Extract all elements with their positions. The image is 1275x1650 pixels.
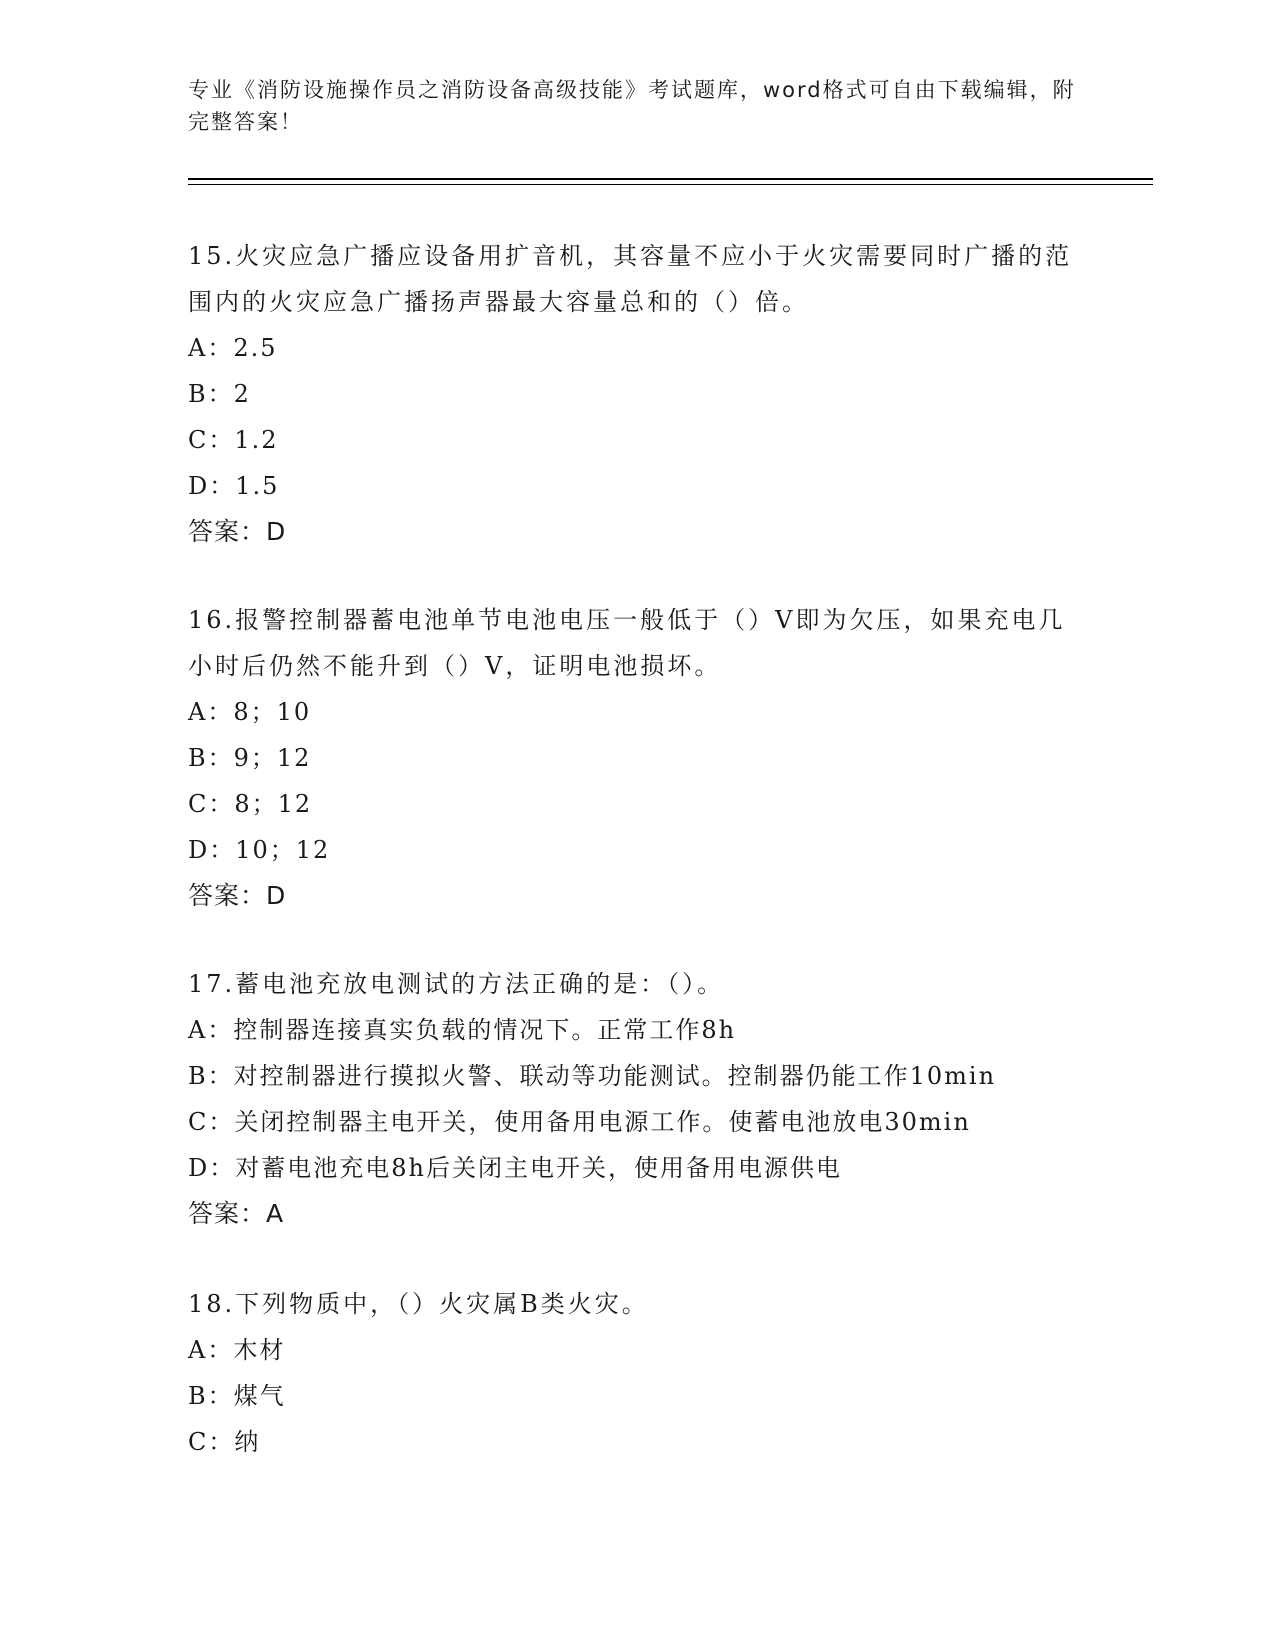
option-a: A：木材	[188, 1336, 286, 1364]
option-b: B：2	[188, 380, 251, 408]
option-d: D：对蓄电池充电8h后关闭主电开关，使用备用电源供电	[188, 1154, 842, 1182]
option-a: A：8；10	[188, 698, 312, 726]
option-c: C：关闭控制器主电开关，使用备用电源工作。使蓄电池放电30min	[188, 1108, 971, 1136]
option-d: D：10；12	[188, 836, 331, 864]
option-b: B：煤气	[188, 1382, 286, 1410]
question-stem: 18.下列物质中，（）火灾属B类火灾。	[188, 1290, 649, 1318]
answer: 答案：D	[188, 517, 287, 546]
option-b: B：对控制器进行摸拟火警、联动等功能测试。控制器仍能工作10min	[188, 1062, 997, 1090]
option-c: C：纳	[188, 1428, 261, 1456]
option-b: B：9；12	[188, 744, 312, 772]
question-18	[188, 1281, 1088, 1465]
header-divider-thin	[188, 184, 1153, 185]
header-divider-thick	[188, 178, 1153, 180]
answer: 答案：A	[188, 1199, 285, 1228]
option-d: D：1.5	[188, 472, 280, 500]
question-15	[188, 233, 1088, 555]
document-header-note: 专业《消防设施操作员之消防设备高级技能》考试题库，word格式可自由下载编辑，附完整答案！	[188, 78, 1076, 134]
option-c: C：8；12	[188, 790, 313, 818]
option-a: A：控制器连接真实负载的情况下。正常工作8h	[188, 1016, 737, 1044]
answer: 答案：D	[188, 881, 287, 910]
option-c: C：1.2	[188, 426, 279, 454]
question-16	[188, 597, 1088, 919]
question-stem: 17.蓄电池充放电测试的方法正确的是：（）。	[188, 970, 725, 998]
question-17	[188, 961, 1088, 1237]
question-stem: 16.报警控制器蓄电池单节电池电压一般低于（）V即为欠压，如果充电几小时后仍然不能升到（）V，证明电池损坏。	[188, 606, 1066, 680]
question-stem: 15.火灾应急广播应设备用扩音机，其容量不应小于火灾需要同时广播的范围内的火灾应急广播扬声器最大容量总和的（）倍。	[188, 242, 1073, 316]
option-a: A：2.5	[188, 334, 278, 362]
